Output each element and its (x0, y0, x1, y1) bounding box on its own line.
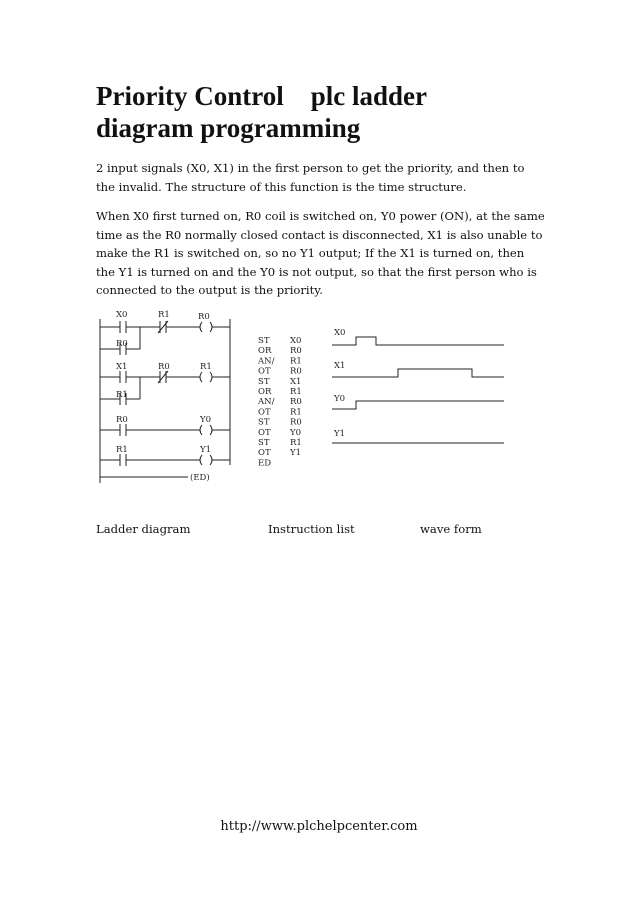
waveform-label: X1 (334, 361, 346, 371)
instruction-arg: R1 (290, 387, 302, 397)
ladder-label: R0 (116, 415, 128, 425)
title-line-2: diagram programming (96, 113, 361, 143)
waveform-label: Y0 (334, 394, 346, 404)
instruction-op: OT (258, 366, 271, 377)
waveform-label: X0 (334, 328, 346, 338)
instruction-arg: R0 (290, 366, 302, 377)
instruction-list (257, 336, 302, 468)
instruction-op: AN/ (258, 397, 275, 408)
instruction-op: ST (258, 438, 270, 448)
waveform (332, 337, 504, 443)
instruction-arg: Y1 (290, 448, 302, 459)
waveform-y0 (332, 401, 504, 409)
instruction-arg: R1 (290, 438, 302, 448)
page-title (96, 80, 556, 144)
intro-paragraph: 2 input signals (X0, X1) in the first person to get the priority, and then to the invalid. The structure of this function is the time structure. (96, 161, 525, 194)
ladder-label: X1 (116, 362, 128, 372)
title-line-1: Priority Control plc ladder (96, 81, 427, 111)
instruction-arg: R0 (290, 397, 302, 408)
explanation-paragraph: When X0 first turned on, R0 coil is switched on, Y0 power (ON), at the same time as the R0 normally closed contact is disconnected, X1 is also unable to make the R1 is switched on, so no Y1 output; If the X1 is turned on, then the Y1 is turned on and the Y0 is not output, so that the first person who is connected to the output is the priority. (96, 209, 545, 297)
instruction-op: AN/ (258, 356, 275, 367)
ladder-label: X0 (116, 310, 128, 320)
instruction-arg: R1 (290, 407, 302, 418)
caption-ladder-diagram: Ladder diagram (96, 522, 191, 536)
instruction-op: OT (258, 407, 271, 418)
ladder-label: R1 (116, 445, 128, 455)
ladder-label: R0 (158, 362, 170, 372)
ladder-label: R0 (116, 339, 128, 349)
instruction-arg: R0 (290, 346, 302, 357)
instruction-op: ST (258, 336, 270, 346)
ladder-label: Y1 (200, 445, 212, 455)
instruction-op: OR (258, 387, 272, 397)
instruction-op: OT (258, 448, 271, 459)
ladder-label: Y0 (200, 415, 212, 425)
footer-url: http://www.plchelpcenter.com (220, 819, 418, 834)
instruction-arg: X1 (290, 376, 302, 387)
instruction-op: OT (258, 427, 271, 438)
ladder-label: R1 (158, 310, 170, 320)
figure (92, 305, 522, 495)
instruction-arg: Y0 (290, 427, 302, 438)
instruction-op: ED (258, 458, 272, 469)
instruction-op: OR (258, 346, 272, 357)
instruction-op: ST (258, 417, 270, 428)
ladder-label: R0 (198, 312, 210, 322)
ladder-labels (116, 310, 212, 483)
caption-wave-form: wave form (420, 522, 482, 536)
ladder-label: R1 (116, 390, 128, 400)
waveform-label: Y1 (334, 429, 346, 439)
waveform-x0 (332, 337, 504, 345)
caption-instruction-list: Instruction list (268, 522, 355, 536)
instruction-arg: R1 (290, 356, 302, 367)
ladder-label: R1 (200, 362, 212, 372)
instruction-op: ST (258, 376, 270, 387)
waveform-x1 (332, 369, 504, 377)
instruction-arg: X0 (290, 336, 302, 346)
instruction-arg: R0 (290, 417, 302, 428)
end-label: (ED) (190, 473, 210, 483)
